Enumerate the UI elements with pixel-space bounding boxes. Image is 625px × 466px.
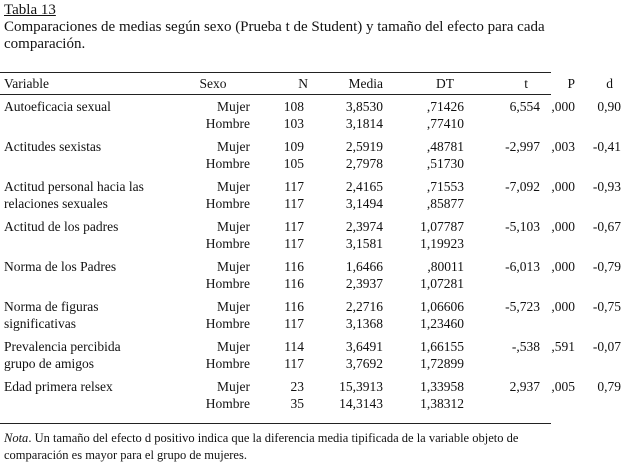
cell-media bbox=[312, 134, 387, 174]
cell-sexo-value: Hombre bbox=[205, 236, 250, 251]
cell-d-value: -0,07 bbox=[592, 339, 621, 354]
cell-media-value: 2,2716 bbox=[345, 299, 383, 314]
cell-dt-value: ,77410 bbox=[426, 116, 464, 131]
cell-dt-value: 1,66155 bbox=[420, 339, 464, 354]
cell-variable bbox=[0, 294, 146, 334]
cell-media-value: 3,1814 bbox=[345, 116, 383, 131]
cell-dt bbox=[387, 254, 466, 294]
cell-media bbox=[312, 94, 387, 134]
cell-d-value: -0,93 bbox=[592, 179, 621, 194]
column-header-d: d bbox=[606, 76, 613, 91]
cell-p-value: ,005 bbox=[551, 379, 575, 394]
cell-sexo bbox=[146, 254, 250, 294]
cell-dt bbox=[387, 214, 466, 254]
cell-variable-value: grupo de amigos bbox=[4, 356, 94, 371]
cell-variable bbox=[0, 374, 146, 414]
cell-p bbox=[540, 94, 575, 134]
cell-sexo-value: Mujer bbox=[217, 379, 250, 394]
cell-n-value: 117 bbox=[284, 316, 304, 331]
cell-t-value: -5,723 bbox=[505, 299, 540, 314]
cell-d bbox=[575, 214, 625, 254]
cell-n bbox=[250, 134, 312, 174]
cell-d-value: -0,79 bbox=[592, 259, 621, 274]
cell-sexo bbox=[146, 94, 250, 134]
cell-media bbox=[312, 374, 387, 414]
cell-media-value: 3,1581 bbox=[345, 236, 383, 251]
table-label: Tabla 13 bbox=[4, 2, 56, 18]
table-caption bbox=[4, 2, 549, 53]
cell-media bbox=[312, 334, 387, 374]
cell-p-value: ,003 bbox=[551, 139, 575, 154]
cell-n-value: 103 bbox=[283, 116, 304, 131]
cell-dt-value: 1,06606 bbox=[420, 299, 464, 314]
cell-dt bbox=[387, 94, 466, 134]
cell-sexo-value: Mujer bbox=[217, 139, 250, 154]
cell-variable bbox=[0, 174, 146, 214]
cell-dt-value: ,71553 bbox=[426, 179, 464, 194]
table-row bbox=[0, 294, 625, 334]
table-row bbox=[0, 374, 625, 414]
cell-sexo bbox=[146, 174, 250, 214]
cell-media-value: 2,3974 bbox=[345, 219, 383, 234]
cell-n-value: 116 bbox=[284, 276, 304, 291]
cell-d-value: -0,75 bbox=[592, 299, 621, 314]
cell-dt-value: 1,38312 bbox=[420, 396, 464, 411]
column-header-variable: Variable bbox=[4, 76, 49, 91]
cell-dt-value: 1,19923 bbox=[420, 236, 464, 251]
cell-dt-value: 1,33958 bbox=[420, 379, 464, 394]
cell-t bbox=[466, 334, 540, 374]
cell-sexo-value: Hombre bbox=[205, 156, 250, 171]
cell-p bbox=[540, 214, 575, 254]
cell-dt-value: ,80011 bbox=[427, 259, 464, 274]
note-label: Nota bbox=[4, 431, 29, 445]
cell-p-value: ,000 bbox=[551, 219, 575, 234]
cell-variable bbox=[0, 334, 146, 374]
cell-media-value: 2,3937 bbox=[345, 276, 383, 291]
cell-n-value: 117 bbox=[284, 196, 304, 211]
cell-variable-value: Edad primera relsex bbox=[4, 379, 113, 394]
cell-dt bbox=[387, 374, 466, 414]
cell-sexo bbox=[146, 374, 250, 414]
cell-variable-value: Prevalencia percibida bbox=[4, 339, 121, 354]
cell-n-value: 117 bbox=[284, 356, 304, 371]
cell-p bbox=[540, 294, 575, 334]
cell-t-value: -5,103 bbox=[505, 219, 540, 234]
cell-t bbox=[466, 374, 540, 414]
cell-p-value: ,000 bbox=[551, 259, 575, 274]
cell-sexo-value: Hombre bbox=[205, 276, 250, 291]
cell-dt bbox=[387, 174, 466, 214]
cell-sexo-value: Mujer bbox=[217, 99, 250, 114]
cell-p bbox=[540, 254, 575, 294]
cell-sexo bbox=[146, 294, 250, 334]
cell-sexo-value: Hombre bbox=[205, 196, 250, 211]
cell-dt-value: ,48781 bbox=[426, 139, 464, 154]
cell-sexo-value: Hombre bbox=[205, 396, 250, 411]
note-text: . Un tamaño del efecto d positivo indica que la diferencia media tipificada de la variable objeto de comparación es mayor para el grupo de mujeres. bbox=[4, 431, 519, 462]
cell-variable-value: Actitud de los padres bbox=[4, 219, 119, 234]
cell-p-value: ,591 bbox=[551, 339, 575, 354]
cell-n-value: 23 bbox=[290, 379, 304, 394]
cell-variable bbox=[0, 254, 146, 294]
cell-p bbox=[540, 334, 575, 374]
cell-variable-value: relaciones sexuales bbox=[4, 196, 108, 211]
cell-media-value: 3,1494 bbox=[345, 196, 383, 211]
cell-p-value: ,000 bbox=[551, 99, 575, 114]
cell-sexo-value: Mujer bbox=[217, 179, 250, 194]
table-row bbox=[0, 334, 625, 374]
cell-variable-value: Norma de figuras bbox=[4, 299, 99, 314]
cell-n bbox=[250, 174, 312, 214]
cell-n-value: 114 bbox=[284, 339, 304, 354]
cell-dt bbox=[387, 134, 466, 174]
cell-media-value: 3,8530 bbox=[345, 99, 383, 114]
cell-media bbox=[312, 294, 387, 334]
cell-t-value: -,538 bbox=[511, 339, 540, 354]
cell-d bbox=[575, 334, 625, 374]
cell-sexo bbox=[146, 214, 250, 254]
cell-sexo-value: Mujer bbox=[217, 219, 250, 234]
column-header-n: N bbox=[298, 76, 308, 91]
table-bottom-rule bbox=[0, 423, 551, 424]
cell-n-value: 117 bbox=[284, 236, 304, 251]
cell-media-value: 1,6466 bbox=[345, 259, 383, 274]
table-body bbox=[0, 94, 625, 414]
cell-n-value: 105 bbox=[283, 156, 304, 171]
cell-n bbox=[250, 214, 312, 254]
table-row bbox=[0, 174, 625, 214]
cell-sexo bbox=[146, 134, 250, 174]
cell-dt-value: ,85877 bbox=[426, 196, 464, 211]
cell-n-value: 117 bbox=[284, 179, 304, 194]
cell-t-value: -6,013 bbox=[505, 259, 540, 274]
table-title: Comparaciones de medias según sexo (Prueba t de Student) y tamaño del efecto para cada comparación. bbox=[4, 19, 545, 52]
cell-media-value: 2,5919 bbox=[345, 139, 383, 154]
table-row bbox=[0, 214, 625, 254]
cell-n bbox=[250, 374, 312, 414]
cell-d-value: -0,41 bbox=[592, 139, 621, 154]
cell-p-value: ,000 bbox=[551, 299, 575, 314]
cell-media-value: 2,7978 bbox=[345, 156, 383, 171]
table-row bbox=[0, 134, 625, 174]
cell-dt-value: ,51730 bbox=[426, 156, 464, 171]
cell-variable-value: Norma de los Padres bbox=[4, 259, 117, 274]
cell-variable bbox=[0, 134, 146, 174]
cell-d bbox=[575, 294, 625, 334]
cell-n-value: 116 bbox=[284, 299, 304, 314]
cell-variable-value: Actitud personal hacia las bbox=[4, 179, 144, 194]
cell-d-value: -0,67 bbox=[592, 219, 621, 234]
cell-n-value: 117 bbox=[284, 219, 304, 234]
cell-media bbox=[312, 254, 387, 294]
table-row bbox=[0, 254, 625, 294]
cell-dt bbox=[387, 294, 466, 334]
cell-n bbox=[250, 294, 312, 334]
cell-dt-value: ,71426 bbox=[426, 99, 464, 114]
cell-n-value: 108 bbox=[283, 99, 304, 114]
cell-sexo-value: Hombre bbox=[205, 116, 250, 131]
cell-d bbox=[575, 94, 625, 134]
results-table bbox=[0, 73, 625, 414]
cell-dt bbox=[387, 334, 466, 374]
column-header-t: t bbox=[524, 76, 528, 91]
cell-t bbox=[466, 134, 540, 174]
cell-n bbox=[250, 254, 312, 294]
table-note bbox=[4, 430, 549, 464]
cell-t bbox=[466, 174, 540, 214]
column-header-dt: DT bbox=[436, 76, 454, 91]
cell-dt-value: 1,23460 bbox=[420, 316, 464, 331]
cell-t-value: -7,092 bbox=[505, 179, 540, 194]
cell-d bbox=[575, 174, 625, 214]
cell-media bbox=[312, 174, 387, 214]
cell-t bbox=[466, 214, 540, 254]
cell-sexo-value: Mujer bbox=[217, 259, 250, 274]
cell-media-value: 2,4165 bbox=[345, 179, 383, 194]
cell-media-value: 3,6491 bbox=[345, 339, 383, 354]
cell-n-value: 116 bbox=[284, 259, 304, 274]
cell-n bbox=[250, 94, 312, 134]
cell-media-value: 14,3143 bbox=[339, 396, 383, 411]
cell-d bbox=[575, 374, 625, 414]
cell-media-value: 15,3913 bbox=[339, 379, 383, 394]
cell-variable bbox=[0, 214, 146, 254]
table-header-row bbox=[0, 73, 625, 94]
cell-media bbox=[312, 214, 387, 254]
cell-dt-value: 1,07281 bbox=[420, 276, 464, 291]
cell-d bbox=[575, 134, 625, 174]
cell-t-value: 2,937 bbox=[509, 379, 540, 394]
cell-n bbox=[250, 334, 312, 374]
cell-t bbox=[466, 254, 540, 294]
cell-variable bbox=[0, 94, 146, 134]
cell-sexo bbox=[146, 334, 250, 374]
cell-t-value: 6,554 bbox=[509, 99, 540, 114]
cell-d-value: 0,79 bbox=[597, 379, 621, 394]
cell-variable-value: significativas bbox=[4, 316, 76, 331]
cell-n-value: 35 bbox=[290, 396, 304, 411]
cell-d bbox=[575, 254, 625, 294]
cell-d-value: 0,90 bbox=[597, 99, 621, 114]
cell-t bbox=[466, 294, 540, 334]
column-header-p: P bbox=[567, 76, 575, 91]
cell-variable-value: Actitudes sexistas bbox=[4, 139, 102, 154]
cell-sexo-value: Hombre bbox=[205, 356, 250, 371]
cell-variable-value: Autoeficacia sexual bbox=[4, 99, 111, 114]
cell-p bbox=[540, 374, 575, 414]
cell-media-value: 3,1368 bbox=[345, 316, 383, 331]
table-row bbox=[0, 94, 625, 134]
cell-p bbox=[540, 134, 575, 174]
cell-p-value: ,000 bbox=[551, 179, 575, 194]
cell-p bbox=[540, 174, 575, 214]
cell-sexo-value: Mujer bbox=[217, 299, 250, 314]
cell-t-value: -2,997 bbox=[505, 139, 540, 154]
cell-n-value: 109 bbox=[283, 139, 304, 154]
cell-media-value: 3,7692 bbox=[345, 356, 383, 371]
cell-dt-value: 1,72899 bbox=[420, 356, 464, 371]
cell-t bbox=[466, 94, 540, 134]
column-header-media: Media bbox=[348, 76, 383, 91]
cell-sexo-value: Mujer bbox=[217, 339, 250, 354]
cell-dt-value: 1,07787 bbox=[420, 219, 464, 234]
column-header-sexo: Sexo bbox=[199, 76, 227, 91]
cell-sexo-value: Hombre bbox=[205, 316, 250, 331]
